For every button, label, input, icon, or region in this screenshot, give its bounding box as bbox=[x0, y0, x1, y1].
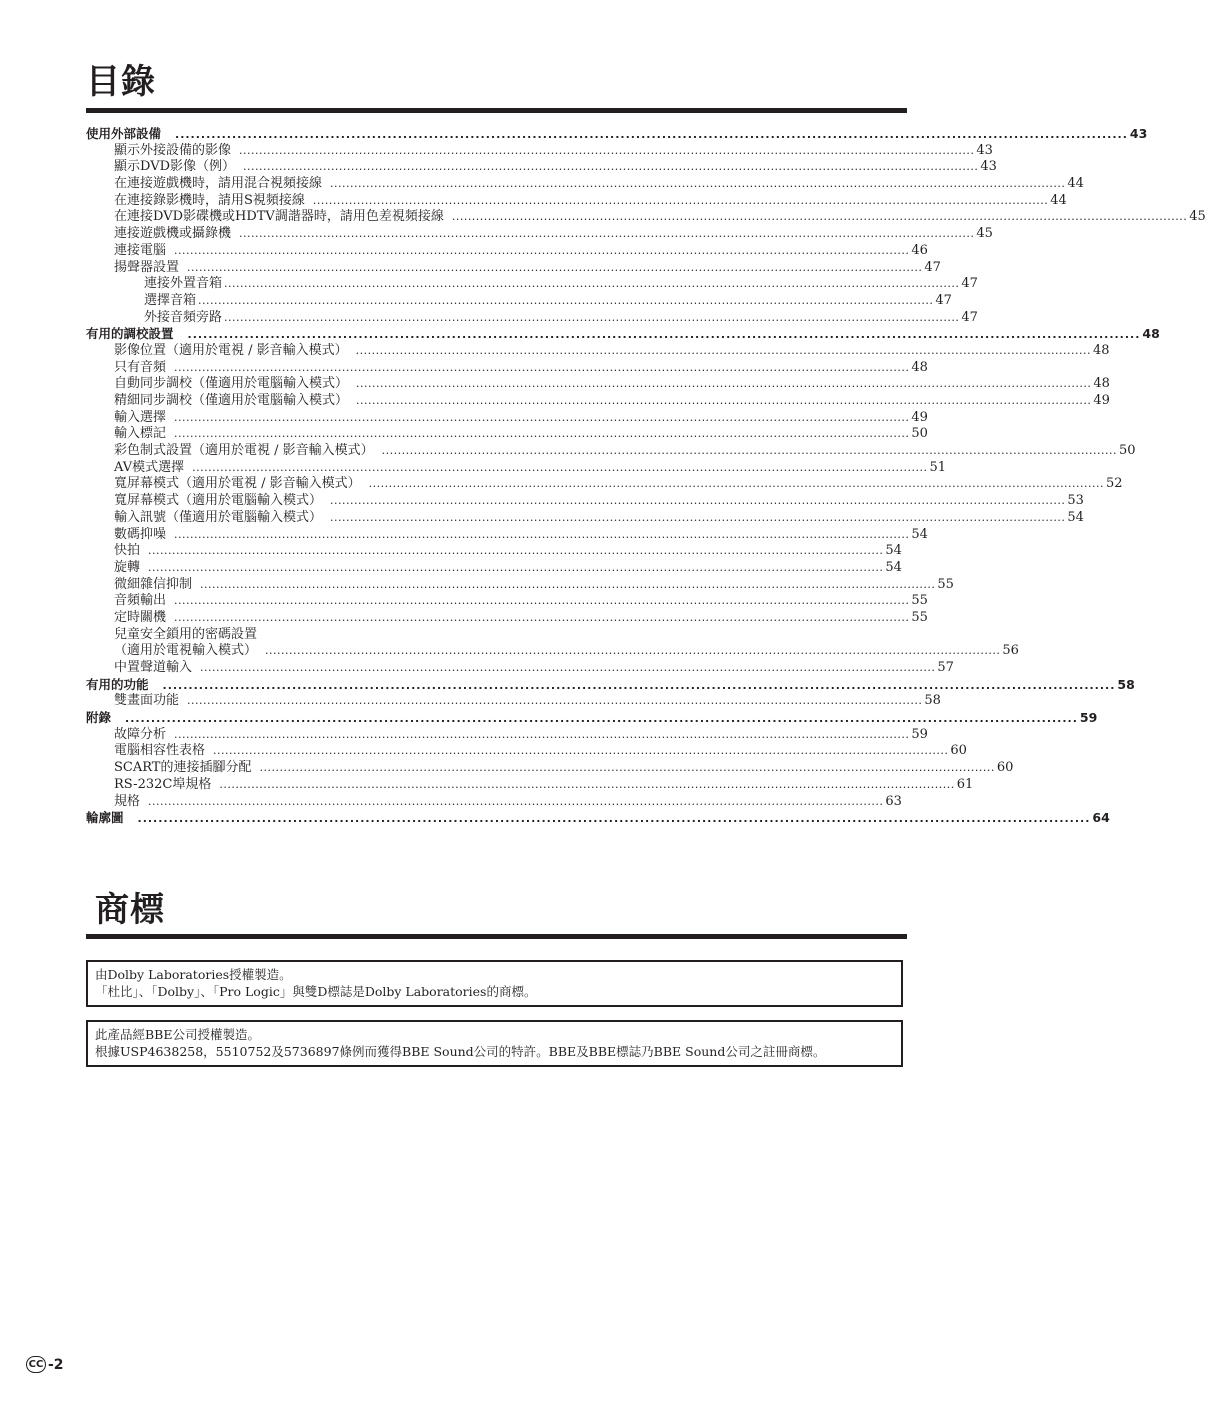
toc-entry-label: 輸入標記 bbox=[114, 426, 167, 442]
toc-entry-label: 自動同步調校（僅適用於電腦輸入模式） bbox=[114, 376, 349, 392]
toc-section-entry bbox=[86, 126, 1148, 143]
toc-leader-dots bbox=[174, 426, 909, 443]
toc-page-number: 53 bbox=[1067, 493, 1084, 509]
toc-leader-dots bbox=[200, 577, 935, 594]
toc-entry-label: 微細雜信抑制 bbox=[114, 576, 193, 592]
toc-page-number: 58 bbox=[924, 693, 941, 709]
toc-leader-dots bbox=[174, 610, 909, 627]
toc-entry bbox=[86, 259, 941, 277]
toc-leader-dots bbox=[356, 343, 1091, 360]
toc-page-number: 51 bbox=[929, 459, 947, 475]
toc-leader-dots bbox=[382, 443, 1117, 460]
toc-page-number: 57 bbox=[937, 660, 954, 675]
toc-entry bbox=[86, 476, 1123, 493]
toc-entry-label: 選擇音箱 bbox=[144, 292, 197, 308]
toc-page-number: 47 bbox=[961, 309, 978, 325]
toc-page-number: 49 bbox=[911, 409, 928, 425]
toc-entry-label: 有用的功能 bbox=[86, 676, 149, 692]
toc-leader-dots bbox=[259, 760, 994, 777]
toc-entry bbox=[86, 342, 1110, 360]
toc-entry bbox=[86, 509, 1084, 527]
toc-entry bbox=[86, 493, 1084, 510]
toc-page-number: 44 bbox=[1050, 192, 1067, 208]
toc-entry bbox=[86, 292, 952, 310]
contents-title: 目錄 bbox=[86, 62, 156, 102]
toc-leader-dots bbox=[174, 727, 909, 744]
toc-page-number: 43 bbox=[976, 142, 993, 158]
toc-page-number: 43 bbox=[980, 159, 997, 175]
toc-section-entry bbox=[86, 326, 1160, 343]
trademark-line: 「杜比」、「Dolby」、「Pro Logic」與雙D標誌是Dolby Laboratories的商標。 bbox=[95, 984, 537, 999]
toc-entry-label: 在連接錄影機時，請用S視頻接線 bbox=[114, 192, 305, 208]
toc-page-number: 45 bbox=[1189, 209, 1206, 225]
toc-leader-dots bbox=[356, 393, 1091, 410]
toc-page-number: 48 bbox=[1142, 326, 1160, 342]
toc-entry bbox=[86, 593, 928, 610]
toc-entry-label: 快拍 bbox=[114, 543, 141, 559]
trademark-line: 此產品經BBE公司授權製造。 bbox=[95, 1027, 260, 1042]
toc-leader-dots bbox=[148, 560, 883, 577]
toc-entry bbox=[86, 609, 928, 627]
toc-entry bbox=[86, 393, 1110, 410]
toc-entry-label: 在連接DVD影碟機或HDTV調諧器時，請用色差視頻接線 bbox=[114, 209, 444, 225]
toc-page-number: 48 bbox=[911, 359, 928, 375]
toc-page-number: 47 bbox=[924, 259, 941, 275]
toc-section-entry bbox=[86, 710, 1098, 727]
toc-page-number: 47 bbox=[935, 292, 952, 308]
toc-leader-dots bbox=[200, 660, 935, 677]
toc-entry-label: 電腦相容性表格 bbox=[114, 743, 206, 759]
toc-entry-label: 外接音頻旁路 bbox=[144, 309, 223, 325]
toc-entry bbox=[86, 426, 928, 443]
toc-entry bbox=[86, 643, 1019, 660]
toc-entry bbox=[86, 192, 1067, 210]
toc-page-number: 59 bbox=[1079, 710, 1098, 726]
toc-page-number: 63 bbox=[885, 793, 902, 809]
toc-entry-label: 顯示外接設備的影像 bbox=[114, 142, 232, 158]
toc-entry bbox=[86, 627, 480, 644]
toc-leader-dots bbox=[174, 360, 909, 377]
toc-leader-dots bbox=[219, 777, 954, 794]
toc-page-number: 54 bbox=[885, 559, 902, 575]
toc-entry-label: 揚聲器設置 bbox=[114, 259, 180, 275]
toc-entry-label: 使用外部設備 bbox=[86, 126, 162, 141]
page-number: -2 bbox=[48, 1356, 64, 1373]
toc-entry bbox=[86, 276, 978, 293]
toc-leader-dots bbox=[174, 593, 909, 610]
toc-page-number: 52 bbox=[1106, 476, 1123, 492]
toc-leader-dots bbox=[187, 693, 922, 710]
toc-entry-label: 顯示DVD影像（例） bbox=[114, 159, 236, 175]
toc-entry bbox=[86, 459, 947, 477]
toc-page-number: 45 bbox=[976, 226, 993, 242]
toc-leader-dots bbox=[224, 310, 959, 327]
contents-rule bbox=[86, 108, 907, 113]
toc-leader-dots bbox=[243, 159, 978, 176]
toc-page-number: 61 bbox=[956, 776, 974, 792]
toc-page-number: 60 bbox=[996, 760, 1014, 776]
toc-leader-dots bbox=[187, 260, 922, 277]
toc-page-number: 54 bbox=[1067, 509, 1084, 525]
table-of-contents bbox=[86, 126, 1206, 827]
toc-leader-dots bbox=[138, 811, 1091, 828]
toc-page-number: 64 bbox=[1092, 810, 1110, 826]
toc-leader-dots bbox=[175, 127, 1128, 144]
toc-leader-dots bbox=[188, 327, 1141, 344]
trademark-line: 由Dolby Laboratories授權製造。 bbox=[95, 967, 292, 982]
toc-page-number: 48 bbox=[1093, 342, 1110, 358]
toc-entry-label: 影像位置（適用於電視 / 影音輸入模式） bbox=[114, 342, 348, 358]
toc-page-number: 48 bbox=[1093, 376, 1110, 392]
language-badge-icon: CC bbox=[26, 1356, 46, 1373]
toc-leader-dots bbox=[174, 410, 909, 427]
page-footer bbox=[26, 1356, 64, 1373]
toc-leader-dots bbox=[198, 293, 933, 310]
toc-leader-dots bbox=[369, 476, 1104, 493]
toc-leader-dots bbox=[330, 176, 1065, 193]
toc-leader-dots bbox=[239, 143, 974, 160]
toc-leader-dots bbox=[265, 643, 1000, 660]
toc-entry bbox=[86, 443, 1136, 460]
toc-leader-dots bbox=[213, 743, 948, 760]
toc-page-number: 56 bbox=[1002, 643, 1019, 659]
toc-entry-label: 規格 bbox=[114, 793, 141, 809]
toc-entry bbox=[86, 176, 1084, 193]
trademark-line: 根據USP4638258，5510752及5736897條例而獲得BBE Sound公司的特許。BBE及BBE標誌乃BBE Sound公司之註冊商標。 bbox=[95, 1044, 826, 1059]
toc-entry bbox=[86, 693, 941, 710]
toc-entry-label: 音頻輸出 bbox=[114, 593, 167, 609]
toc-entry bbox=[86, 743, 967, 760]
toc-leader-dots bbox=[452, 209, 1187, 226]
toc-leader-dots bbox=[148, 794, 883, 811]
toc-section-entry bbox=[86, 676, 1135, 694]
toc-leader-dots bbox=[356, 376, 1091, 393]
toc-entry-label: 在連接遊戲機時，請用混合視頻接線 bbox=[114, 176, 323, 192]
toc-entry-label: 定時關機 bbox=[114, 609, 167, 625]
toc-section-entry bbox=[86, 810, 1110, 827]
toc-entry-label: 輪廓圖 bbox=[86, 810, 124, 826]
toc-page-number: 46 bbox=[911, 242, 928, 258]
toc-leader-dots bbox=[239, 226, 974, 243]
toc-entry-label: 雙畫面功能 bbox=[114, 693, 180, 709]
toc-leader-dots bbox=[174, 243, 909, 260]
toc-entry-label: 連接電腦 bbox=[114, 242, 167, 258]
toc-entry-label: 彩色制式設置（適用於電視 / 影音輸入模式） bbox=[114, 443, 374, 459]
toc-entry bbox=[86, 142, 993, 160]
toc-entry-label: 有用的調校設置 bbox=[86, 326, 174, 342]
toc-leader-dots bbox=[174, 527, 909, 544]
toc-entry bbox=[86, 309, 978, 327]
toc-page-number: 55 bbox=[911, 593, 928, 609]
toc-entry-label: 連接遊戲機或攝錄機 bbox=[114, 226, 232, 242]
toc-page-number: 54 bbox=[885, 543, 902, 559]
toc-page-number: 60 bbox=[950, 743, 967, 759]
toc-entry-label: 連接外置音箱 bbox=[144, 276, 223, 292]
toc-entry bbox=[86, 760, 1014, 777]
toc-page-number: 59 bbox=[911, 726, 928, 742]
toc-leader-dots bbox=[148, 543, 883, 560]
toc-entry-label: 故障分析 bbox=[114, 726, 167, 742]
toc-page-number: 50 bbox=[1119, 443, 1136, 459]
toc-entry bbox=[86, 543, 902, 560]
bbe-trademark-box bbox=[86, 1020, 903, 1067]
trademarks-title: 商標 bbox=[95, 890, 165, 930]
toc-leader-dots bbox=[125, 711, 1078, 728]
toc-entry-label: RS-232C埠規格 bbox=[114, 776, 212, 792]
toc-entry-label: 旋轉 bbox=[114, 559, 141, 575]
toc-leader-dots bbox=[330, 493, 1065, 510]
toc-page-number: 54 bbox=[911, 526, 928, 542]
toc-leader-dots bbox=[313, 193, 1048, 210]
toc-entry bbox=[86, 576, 954, 594]
trademarks-rule bbox=[86, 934, 907, 939]
toc-entry-label: 寬屏幕模式（適用於電視 / 影音輸入模式） bbox=[114, 476, 361, 492]
toc-entry-label: （適用於電視輸入模式） bbox=[114, 643, 258, 659]
toc-page-number: 47 bbox=[961, 276, 978, 292]
toc-entry bbox=[86, 793, 902, 811]
toc-entry bbox=[86, 242, 928, 260]
toc-entry-label: SCART的連接插腳分配 bbox=[114, 760, 252, 776]
toc-entry bbox=[86, 559, 902, 577]
toc-page-number: 55 bbox=[937, 576, 954, 592]
toc-entry bbox=[86, 209, 1206, 226]
toc-entry bbox=[86, 226, 993, 243]
toc-leader-dots bbox=[224, 276, 959, 293]
toc-entry-label: 附錄 bbox=[86, 710, 112, 726]
toc-leader-dots bbox=[192, 460, 927, 477]
toc-page-number: 49 bbox=[1093, 393, 1110, 408]
toc-entry-label: 輸入選擇 bbox=[114, 409, 167, 425]
toc-page-number: 50 bbox=[911, 426, 928, 442]
toc-entry bbox=[86, 776, 974, 794]
toc-entry-label: 數碼抑噪 bbox=[114, 526, 167, 542]
toc-entry-label: 中置聲道輸入 bbox=[114, 660, 193, 675]
toc-page-number: 58 bbox=[1117, 676, 1135, 692]
toc-page-number: 55 bbox=[911, 609, 928, 625]
toc-entry bbox=[86, 660, 954, 677]
toc-entry bbox=[86, 526, 928, 544]
toc-entry bbox=[86, 726, 928, 744]
toc-entry bbox=[86, 409, 928, 427]
toc-entry bbox=[86, 376, 1110, 393]
toc-entry-label: 只有音頻 bbox=[114, 359, 167, 375]
toc-entry-label: 兒童安全鎖用的密碼設置 bbox=[114, 626, 258, 642]
toc-leader-dots bbox=[330, 510, 1065, 527]
toc-entry-label: 精細同步調校（僅適用於電腦輸入模式） bbox=[114, 393, 349, 408]
toc-page-number: 43 bbox=[1129, 126, 1148, 141]
toc-entry bbox=[86, 159, 997, 176]
toc-entry-label: 寬屏幕模式（適用於電腦輸入模式） bbox=[114, 493, 323, 509]
toc-entry bbox=[86, 359, 928, 377]
toc-leader-dots bbox=[163, 678, 1116, 695]
toc-entry-label: AV模式選擇 bbox=[114, 459, 185, 475]
dolby-trademark-box bbox=[86, 960, 903, 1007]
toc-page-number: 44 bbox=[1067, 176, 1084, 192]
toc-entry-label: 輸入訊號（僅適用於電腦輸入模式） bbox=[114, 509, 323, 525]
